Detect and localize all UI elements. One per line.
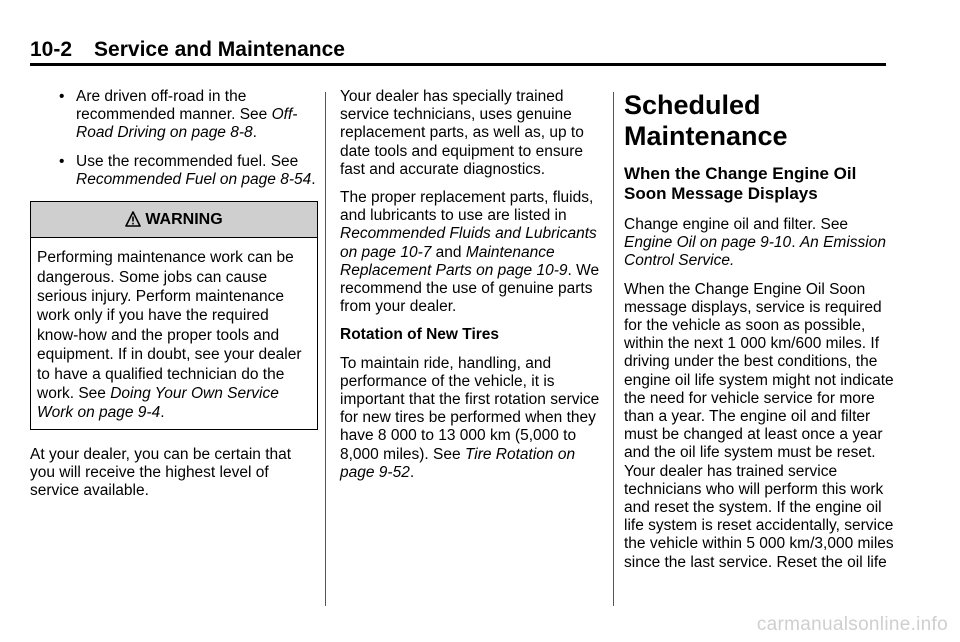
cross-reference-link[interactable]: Doing Your Own Service Work on page 9-4 [37, 385, 279, 422]
column-2 [340, 88, 602, 492]
subsection-title: When the Change Engine Oil Soon Message Displays [624, 164, 857, 203]
cross-reference-link[interactable]: Maintenance Replacement Parts on page 10-9 [340, 243, 568, 279]
header-rule [30, 63, 886, 66]
bullet-icon: • [59, 88, 65, 105]
body-paragraph: Change engine oil and filter. See Engine Oil on page 9-10. An Emission Control Service. [624, 216, 886, 270]
chapter-title: Service and Maintenance [94, 38, 345, 61]
subsection-heading: Rotation of New Tires [340, 326, 500, 344]
cross-reference-link[interactable]: An Emission Control Service. [624, 234, 886, 270]
cross-reference-link[interactable]: Tire Rotation on page 9-52 [340, 445, 576, 481]
page-header [30, 38, 345, 62]
cross-reference-link[interactable]: Recommended Fuel on page 8-54 [76, 170, 312, 188]
bullet-item: • Use the recommended fuel. See Recommended Fuel on page 8-54. [59, 152, 316, 188]
section-title: Scheduled Maintenance [624, 90, 788, 151]
cross-reference-link[interactable]: Engine Oil on page 9-10 [624, 234, 792, 252]
warning-box [30, 201, 318, 430]
warning-body: Performing maintenance work can be dangerous. Some jobs can cause serious injury. Perform maintenance work only if you have the required know-how and the proper tools and equipment. If in doubt, see your dealer to have a qualified technician do the work. See Doing Your Own Service Work on page 9-4. [37, 249, 302, 422]
column-1 [30, 88, 318, 510]
warning-header [31, 202, 317, 238]
cross-reference-link[interactable]: Recommended Fluids and Lubricants on page 10-7 [340, 225, 597, 261]
warning-triangle-icon [125, 211, 141, 227]
bullet-icon: • [59, 152, 65, 170]
body-paragraph: The proper replacement parts, fluids, and lubricants to use are listed in Recommended Fluids and Lubricants on page 10-7 and Maintenance Replacement Parts on page 10-9. We recommend the use of genuine parts from your dealer. [340, 189, 600, 316]
warning-title: WARNING [145, 211, 223, 229]
bullet-item: • Are driven off-road in the recommended manner. See Off-Road Driving on page 8-8. [59, 88, 298, 142]
body-paragraph: Your dealer has specially trained service technicians, uses genuine replacement parts, as well as, up to date tools and equipment to ensure fast and accurate diagnostics. [340, 88, 584, 178]
body-paragraph: At your dealer, you can be certain that you will receive the highest level of service available. [30, 445, 292, 500]
cross-reference-link[interactable]: Off-Road Driving on page 8-8 [76, 106, 298, 142]
column-divider [325, 92, 326, 606]
page-number: 10-2 [30, 38, 73, 61]
watermark: carmanualsonline.info [756, 614, 948, 635]
body-paragraph: When the Change Engine Oil Soon message displays, service is required for the vehicle as soon as possible, within the next 1 000 km/600 miles. If driving under the best conditions, the engine oil life system might not indicate the need for vehicle service for more than a year. The engine oil and filter must be changed at least once a year and the oil life system must be reset. Your dealer has trained service technicians who will perform this work and reset the system. If the engine oil life system is reset accidentally, service the vehicle within 5 000 km/3,000 miles since the last service. Reset the oil life [624, 280, 894, 571]
body-paragraph: To maintain ride, handling, and performance of the vehicle, it is important that the first rotation service for new tires be performed when they have 8 000 to 13 000 km (5,000 to 8,000 miles). See Tire Rotation on page 9-52. [340, 354, 600, 481]
column-divider [613, 92, 614, 606]
column-3 [624, 88, 894, 582]
